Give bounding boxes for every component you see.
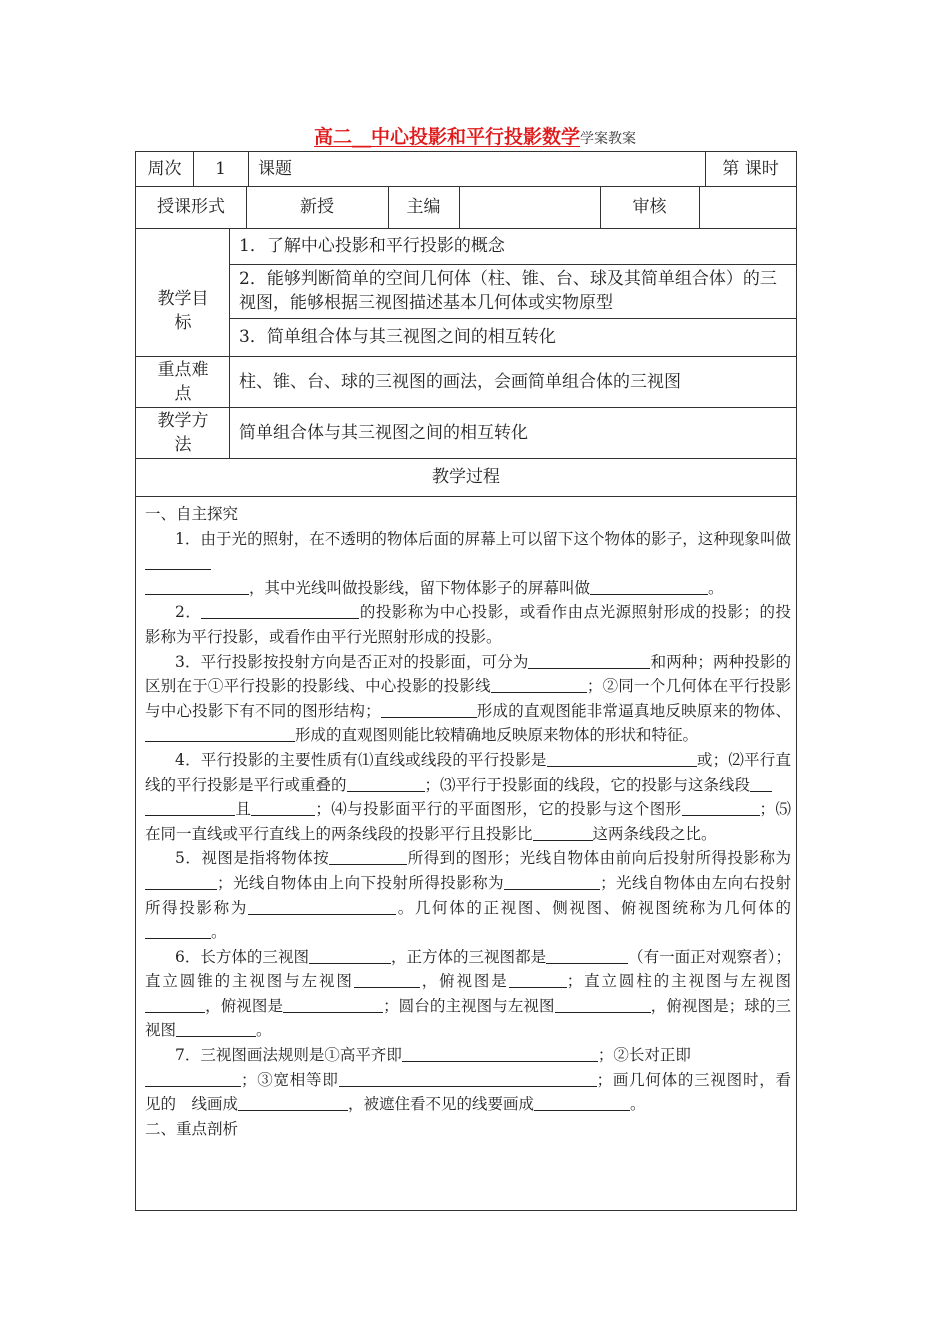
question-7: 7．三视图画法规则是①高平齐即 ；②长对正即 ；③宽相等即 ；画几何体的三视图时，看见的 线画成 ，被遮住看不见的线要画成 。 <box>145 1046 791 1114</box>
question-2: 2． 的投影称为中心投影，或看作由点光源照射形成的投影；的投影称为平行投影，或看作由平行光照射形成的投影。 <box>145 603 791 646</box>
section-heading: 二、重点剖析 <box>145 1119 239 1138</box>
form-value: 新授 <box>300 197 334 217</box>
process-body <box>145 502 791 1141</box>
question-4: 4．平行投影的主要性质有⑴直线或线段的平行投影是 或；⑵平行直线的平行投影是平行或重叠的 ；⑶平行于投影面的线段，它的投影与这条线段 且 ；⑷与投影面平行的平面图形，它的投影与这个图形 ；⑸在同一直线或平行直线上的两条线段的投影平行且投影比 这两条线段之比。 <box>145 750 791 843</box>
title-tail: 学案教案 <box>580 131 636 147</box>
method-label: 教学方法 <box>157 410 209 455</box>
goals-label: 教学目标 <box>157 289 209 333</box>
goal-item: 3．简单组合体与其三视图之间的相互转化 <box>239 327 556 347</box>
key-points-text: 柱、锥、台、球的三视图的画法，会画简单组合体的三视图 <box>239 371 681 392</box>
week-label: 周次 <box>147 159 182 179</box>
title-main: 高二__中心投影和平行投影数学 <box>313 126 580 148</box>
page-title <box>0 124 950 152</box>
goal-item: 2．能够判断简单的空间几何体（柱、锥、台、球及其简单组合体）的三视图，能够根据三视图描述基本几何体或实物原型 <box>239 269 777 313</box>
topic-label: 课题 <box>258 159 292 179</box>
period-label: 第 课时 <box>722 159 779 179</box>
process-heading: 教学过程 <box>432 467 500 487</box>
method-text: 简单组合体与其三视图之间的相互转化 <box>239 422 528 443</box>
form-label: 授课形式 <box>157 197 225 217</box>
question-1: 1．由于光的照射，在不透明的物体后面的屏幕上可以留下这个物体的影子，这种现象叫做 ，其中光线叫做投影线，留下物体影子的屏幕叫做 。 <box>145 527 791 601</box>
section-heading: 一、自主探究 <box>145 505 239 523</box>
question-5: 5．视图是指将物体按 所得到的图形；光线自物体由前向后投射所得投影称为；光线自物体由上向下投射所得投影称为 ；光线自物体由左向右投射所得投影称为 。几何体的正视图、侧视图、俯视图统称为几何体的。 <box>145 849 791 942</box>
goal-item: 1．了解中心投影和平行投影的概念 <box>239 236 505 256</box>
question-6: 6．长方体的三视图 ，正方体的三视图都是 （有一面正对观察者）；直立圆锥的主视图与左视图 ，俯视图是 ；直立圆柱的主视图与左视图，俯视图是 ；圆台的主视图与左视图 ，俯视图是；球的三视图 。 <box>145 947 791 1040</box>
review-label: 审核 <box>632 197 667 217</box>
key-points-label: 重点难点 <box>157 359 209 404</box>
question-3: 3．平行投影按投射方向是否正对的投影面，可分为 和两种；两种投影的区别在于①平行投影的投影线、中心投影的投影线 ；②同一个几何体在平行投影与中心投影下有不同的图形结构； 形成的直观图能非常逼真地反映原来的物体、形成的直观图则能比较精确地反映原来物体的形状和特征。 <box>145 652 791 745</box>
lesson-table <box>135 151 797 1211</box>
editor-label: 主编 <box>406 197 441 217</box>
week-value: 1 <box>215 159 226 179</box>
